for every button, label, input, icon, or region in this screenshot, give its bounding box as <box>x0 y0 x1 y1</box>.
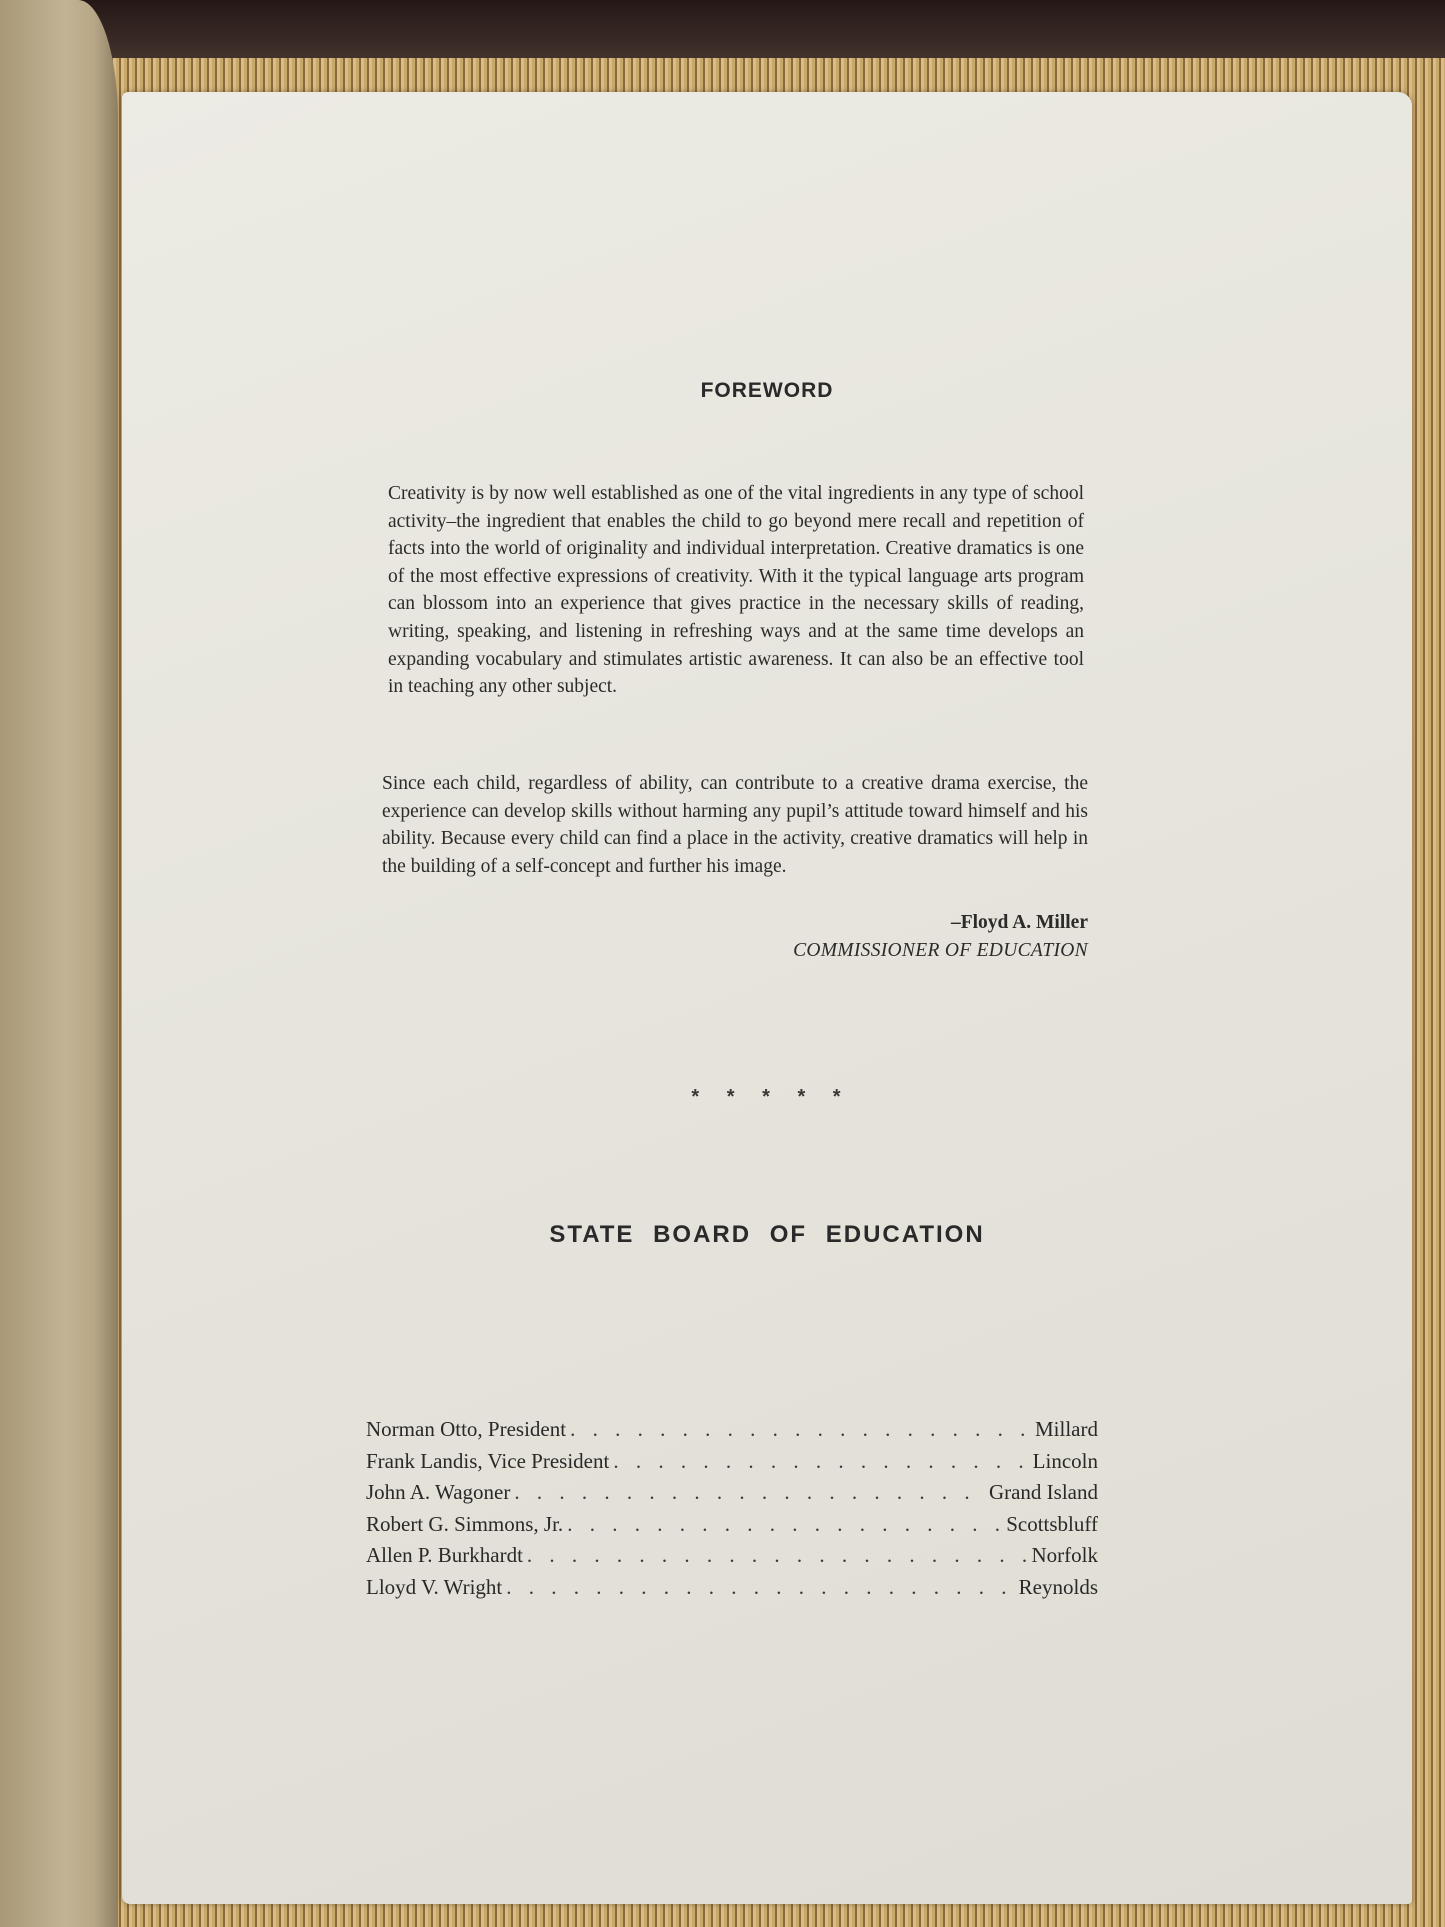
foreword-paragraph-2: Since each child, regardless of ability, can contribute to a creative drama exercise, the experience can develop skills without harming any pupil’s attitude toward himself and his ability. Because every child can find a place in the activity, creative dramatics will help in the building of a self-concept and further his image. <box>382 773 1088 877</box>
signature-name: –Floyd A. Miller <box>950 912 1088 933</box>
dot-leader <box>613 1449 1028 1474</box>
dot-leader <box>506 1575 1014 1600</box>
facing-page-edge <box>0 0 118 1927</box>
member-town: Lincoln <box>1032 1448 1098 1473</box>
board-heading: STATE BOARD OF EDUCATION <box>549 1221 985 1248</box>
board-member-row <box>366 1417 1098 1449</box>
foreword-heading: FOREWORD <box>700 379 834 402</box>
member-town: Norfolk <box>1031 1543 1098 1567</box>
member-name: John A. Wagoner <box>366 1480 511 1504</box>
member-name: Norman Otto, President <box>366 1417 567 1441</box>
member-name: Robert G. Simmons, Jr. <box>366 1511 564 1536</box>
board-member-row <box>366 1480 1098 1512</box>
document-page <box>122 92 1412 1904</box>
dot-leader <box>527 1543 1028 1568</box>
foreword-paragraph-1: Creativity is by now well established as one of the vital ingredients in any type of school activity–the ingredient that enables the child to go beyond mere recall and repetition of facts into the world of originality and individual interpretation. Creative dramatics is one of the most effective expressions of creativity. With it the typical language arts program can blossom into an experience that gives practice in the necessary skills of reading, writing, speaking, and listening in refreshing ways and at the same time develops an expanding vocabulary and stimulates artistic awareness. It can also be an effective tool in teaching any other subject. <box>388 483 1084 698</box>
member-name: Lloyd V. Wright <box>366 1574 503 1599</box>
board-member-row <box>366 1449 1098 1481</box>
board-member-row <box>366 1543 1098 1575</box>
section-separator: * * * * * <box>691 1086 843 1108</box>
member-town: Millard <box>1035 1417 1098 1441</box>
board-member-row <box>366 1512 1098 1544</box>
member-town: Grand Island <box>988 1480 1098 1504</box>
board-member-row <box>366 1575 1098 1607</box>
dot-leader <box>570 1417 1031 1442</box>
member-town: Reynolds <box>1018 1574 1098 1599</box>
member-name: Frank Landis, Vice President <box>366 1448 610 1473</box>
board-member-list <box>366 1417 1098 1606</box>
dot-leader <box>567 1512 1002 1537</box>
member-town: Scottsbluff <box>1006 1511 1098 1536</box>
member-name: Allen P. Burkhardt <box>366 1543 523 1567</box>
dot-leader <box>514 1480 985 1505</box>
signature-title: COMMISSIONER OF EDUCATION <box>793 940 1088 961</box>
